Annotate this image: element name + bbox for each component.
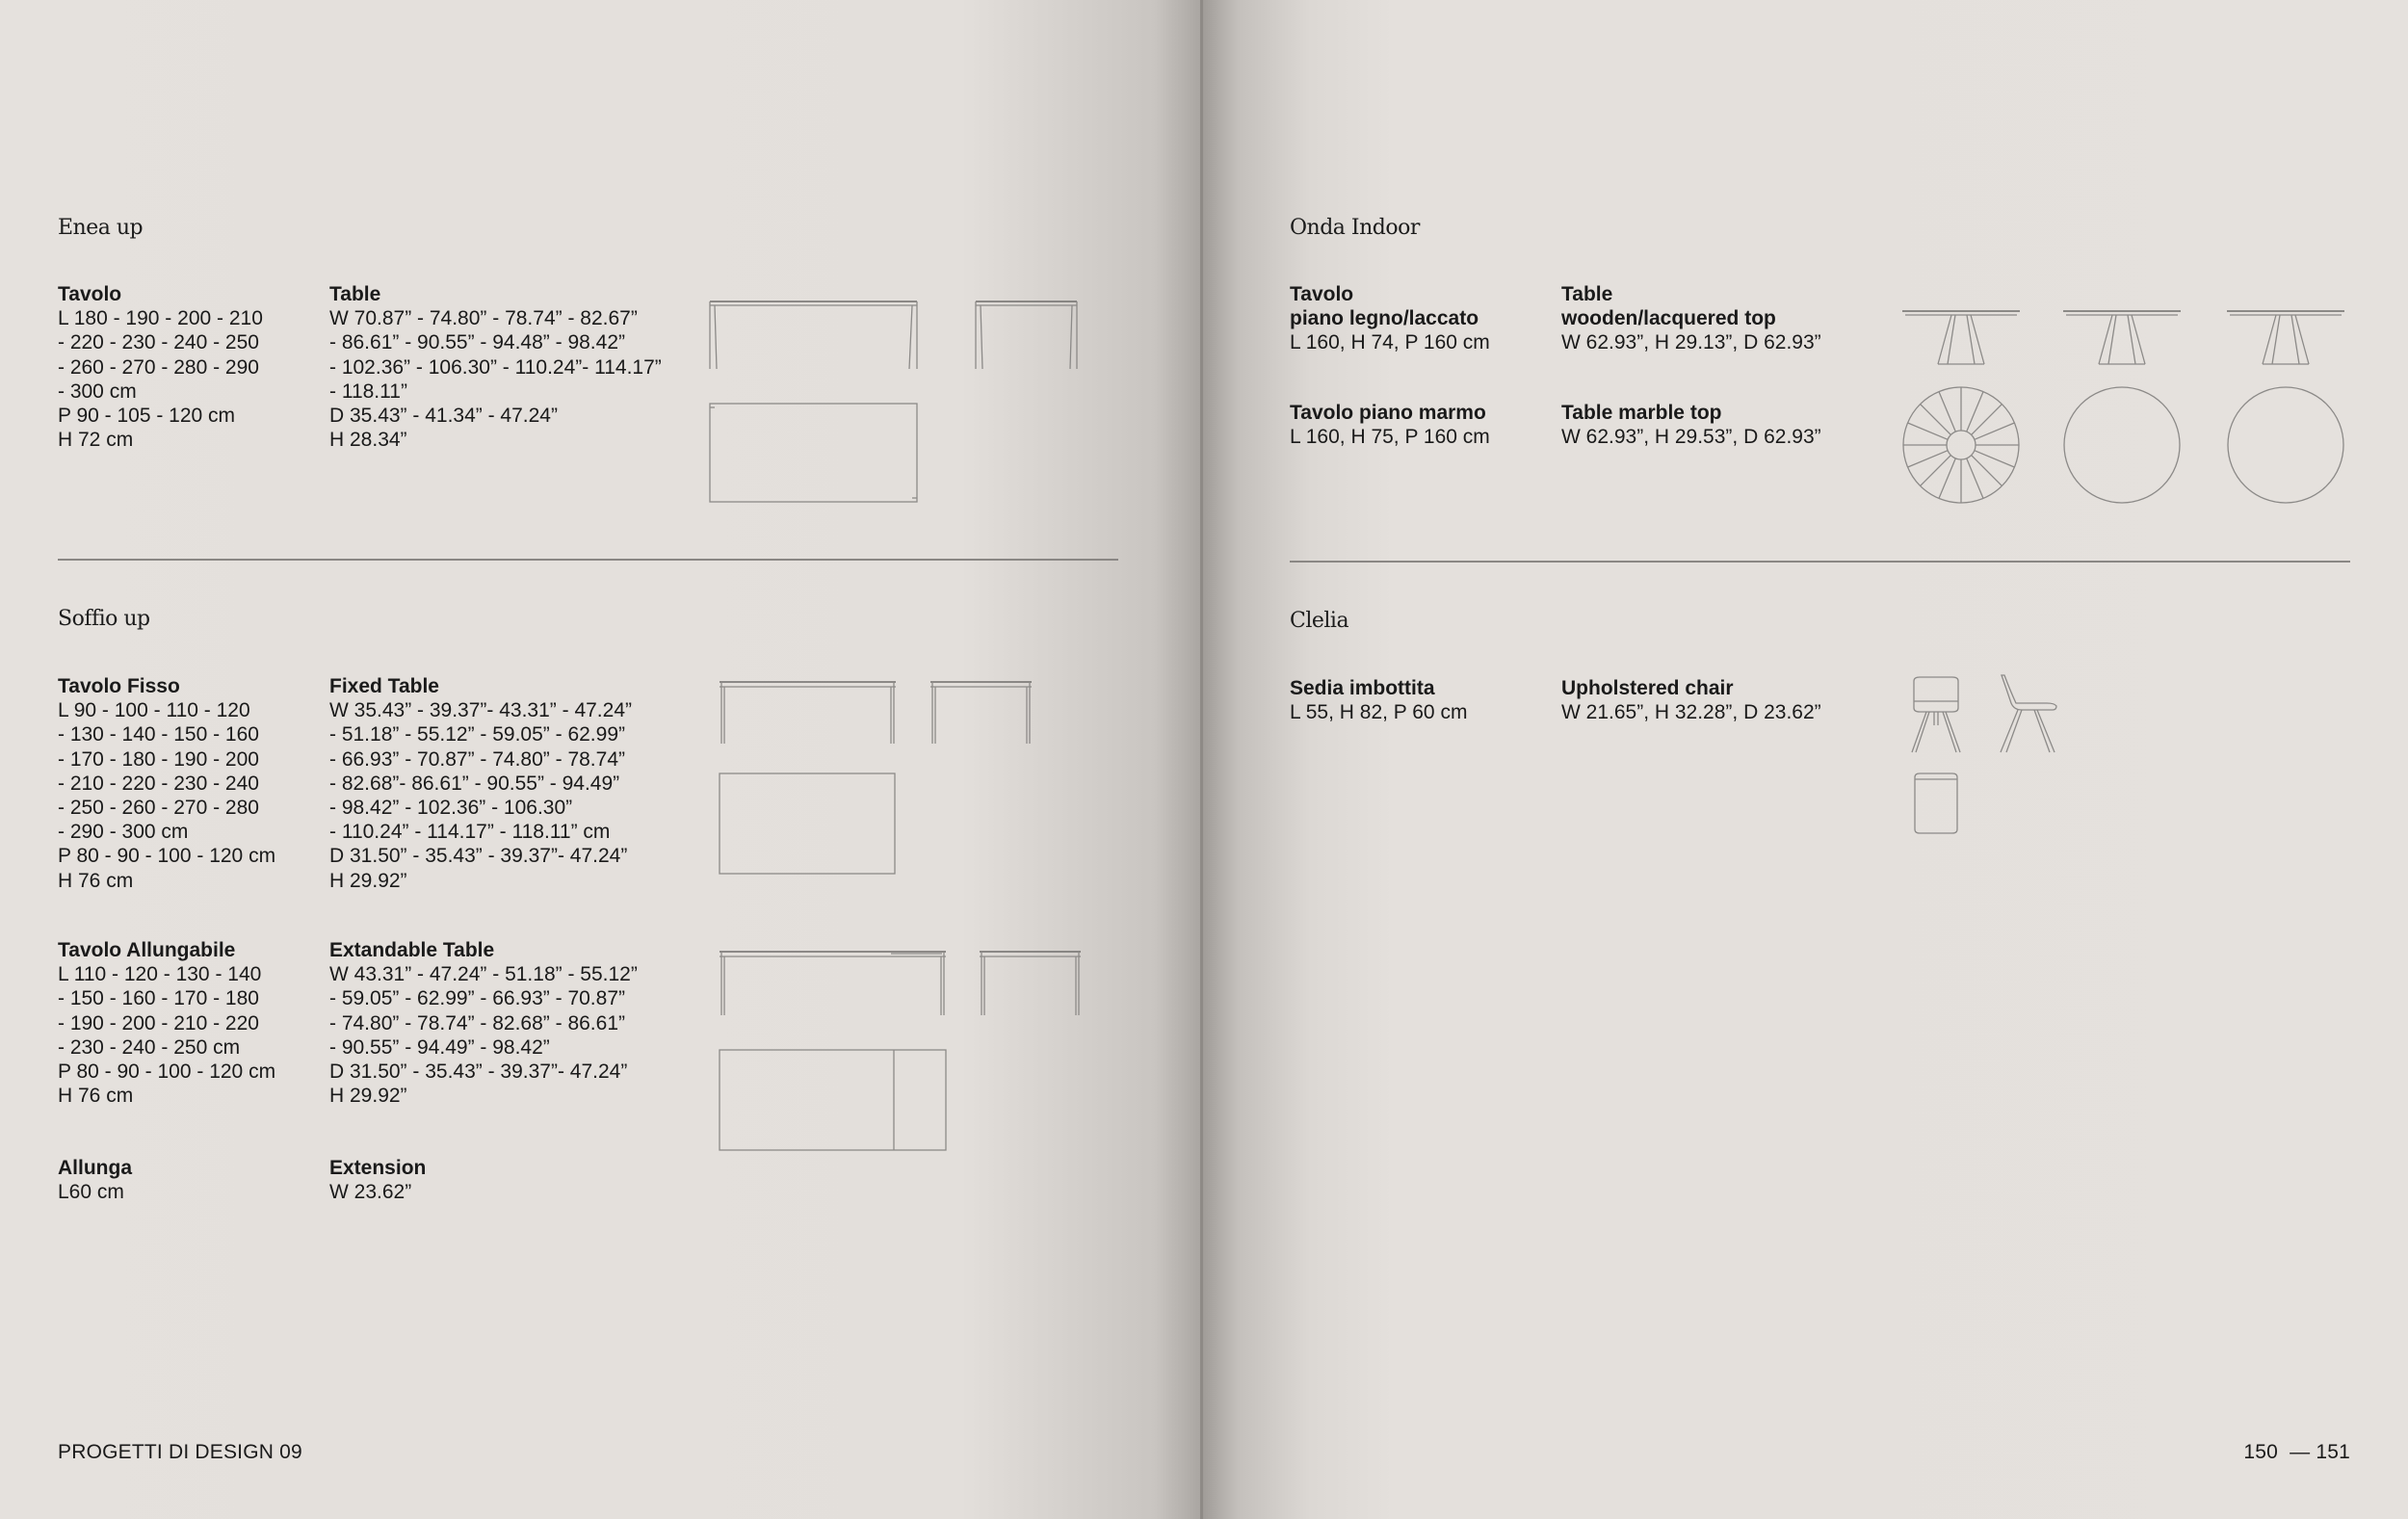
right-divider-1 [1290,561,2350,563]
clelia-front-view [1912,677,1960,752]
soffio-fixed-drawings [713,674,1098,886]
soffio-ext-en-spec [329,938,638,1108]
soffio-fixed-it-spec [58,674,275,893]
spec-line: - 290 - 300 cm [58,821,189,844]
soffio-fixed-top-view [720,773,895,874]
onda-wood-it-spec [1290,282,1490,355]
spec-line: - 220 - 230 - 240 - 250 [58,331,259,354]
spec-line: P 90 - 105 - 120 cm [58,405,236,428]
clelia-side-view [2001,675,2056,752]
soffio-extension-it-spec [58,1156,132,1204]
soffio-extension-en-spec [329,1156,426,1204]
soffio-ext-en-head: Extandable Table [329,939,495,961]
onda-title: Onda Indoor [1290,216,1420,240]
spec-line: D 31.50” - 35.43” - 39.37”- 47.24” [329,845,628,868]
right-footer: 150 — 151 [2243,1441,2350,1463]
spec-line: W 23.62” [329,1181,412,1204]
spec-line: H 29.92” [329,869,407,892]
onda-elevation-1 [1902,311,2020,364]
spec-line: - 130 - 140 - 150 - 160 [58,723,259,746]
onda-wood-en-spec [1561,282,1821,355]
spec-line: W 62.93”, H 29.13”, D 62.93” [1561,331,1821,354]
enea-top-view [710,404,917,502]
spec-line: - 250 - 260 - 270 - 280 [58,797,259,820]
clelia-top-view [1915,773,1957,833]
onda-elevation-3 [2227,311,2344,364]
spec-line: L 180 - 190 - 200 - 210 [58,307,263,330]
spec-line: L 55, H 82, P 60 cm [1290,701,1468,724]
spec-line: W 35.43” - 39.37”- 43.31” - 47.24” [329,699,632,722]
enea-en-head: Table [329,283,381,305]
spec-line: - 210 - 220 - 230 - 240 [58,772,259,795]
spec-line: H 29.92” [329,1085,407,1108]
soffio-ext-drawings [713,944,1098,1156]
spec-line: - 102.36” - 106.30” - 110.24”- 114.17” [329,355,662,379]
soffio-extension-en-head: Extension [329,1157,427,1179]
soffio-fixed-front-view [720,682,896,744]
spec-line: - 82.68”- 86.61” - 90.55” - 94.49” [329,772,620,795]
spec-line: H 76 cm [58,1085,134,1108]
spec-line: W 62.93”, H 29.53”, D 62.93” [1561,426,1821,449]
enea-front-view [710,301,917,369]
spec-heading: Tavolo piano marmo [1290,402,1486,424]
clelia-it-spec [1290,676,1467,724]
enea-it-head: Tavolo [58,283,122,305]
spec-line: - 150 - 160 - 170 - 180 [58,987,259,1010]
soffio-fixed-side-view [930,682,1032,744]
soffio-ext-it-spec [58,938,275,1108]
clelia-en-spec [1561,676,1821,724]
spec-line: P 80 - 90 - 100 - 120 cm [58,1061,276,1084]
enea-table-drawings [703,294,1108,515]
spec-heading: Sedia imbottita [1290,677,1435,699]
soffio-ext-top-view [720,1050,946,1150]
soffio-fixed-en-spec [329,674,632,893]
spec-heading: Table marble top [1561,402,1722,424]
onda-elevation-2 [2063,311,2181,364]
soffio-extension-it-head: Allunga [58,1157,132,1179]
clelia-chair-drawings [1902,669,2076,843]
spec-line: - 230 - 240 - 250 cm [58,1035,241,1059]
enea-title: Enea up [58,216,144,240]
onda-plan-marble [1903,387,2019,503]
spec-line: L 110 - 120 - 130 - 140 [58,963,262,986]
book-gutter [1200,0,1203,1519]
spec-line: - 90.55” - 94.49” - 98.42” [329,1035,550,1059]
spec-line: D 31.50” - 35.43” - 39.37”- 47.24” [329,1061,628,1084]
onda-marble-en-spec [1561,401,1821,449]
spec-line: L 160, H 75, P 160 cm [1290,426,1490,449]
spec-line: - 59.05” - 62.99” - 66.93” - 70.87” [329,987,625,1010]
spec-line: - 260 - 270 - 280 - 290 [58,355,259,379]
onda-marble-it-spec [1290,401,1490,449]
enea-it-spec [58,282,263,452]
spec-line: H 76 cm [58,869,134,892]
spec-line: L60 cm [58,1181,124,1204]
spec-line: - 300 cm [58,380,137,403]
soffio-fixed-en-head: Fixed Table [329,675,439,697]
spec-line: - 170 - 180 - 190 - 200 [58,747,259,771]
spec-line: L 160, H 74, P 160 cm [1290,331,1490,354]
spec-line: - 118.11” [329,380,407,403]
soffio-ext-front-view [720,952,946,1015]
spec-heading: Upholstered chair [1561,677,1734,699]
spec-line: D 35.43” - 41.34” - 47.24” [329,405,558,428]
onda-plan-lacquered [2228,387,2343,503]
spec-line: - 51.18” - 55.12” - 59.05” - 62.99” [329,723,625,746]
spec-line: - 66.93” - 70.87” - 74.80” - 78.74” [329,747,625,771]
spec-line: - 74.80” - 78.74” - 82.68” - 86.61” [329,1011,625,1034]
spec-line: W 21.65”, H 32.28”, D 23.62” [1561,701,1821,724]
spec-heading: piano legno/laccato [1290,307,1479,330]
soffio-ext-it-head: Tavolo Allungabile [58,939,236,961]
spec-line: - 86.61” - 90.55” - 94.48” - 98.42” [329,331,625,354]
spec-line: L 90 - 100 - 110 - 120 [58,699,250,722]
onda-plan-wood [2064,387,2180,503]
onda-table-drawings [1898,299,2350,511]
clelia-title: Clelia [1290,609,1349,633]
spec-line: H 28.34” [329,429,407,452]
enea-en-spec [329,282,662,452]
left-footer: PROGETTI DI DESIGN 09 [58,1441,302,1463]
soffio-fixed-it-head: Tavolo Fisso [58,675,180,697]
spec-line: W 70.87” - 74.80” - 78.74” - 82.67” [329,307,638,330]
spec-line: W 43.31” - 47.24” - 51.18” - 55.12” [329,963,638,986]
spec-heading: Table [1561,283,1613,305]
spec-line: - 110.24” - 114.17” - 118.11” cm [329,821,611,844]
soffio-title: Soffio up [58,607,150,631]
spec-line: P 80 - 90 - 100 - 120 cm [58,845,276,868]
spec-line: - 190 - 200 - 210 - 220 [58,1011,259,1034]
spec-heading: Tavolo [1290,283,1354,305]
soffio-ext-side-view [980,952,1081,1015]
enea-side-view [976,301,1077,369]
spec-heading: wooden/lacquered top [1561,307,1776,330]
spec-line: - 98.42” - 102.36” - 106.30” [329,797,573,820]
spec-line: H 72 cm [58,429,134,452]
left-divider-1 [58,559,1118,561]
